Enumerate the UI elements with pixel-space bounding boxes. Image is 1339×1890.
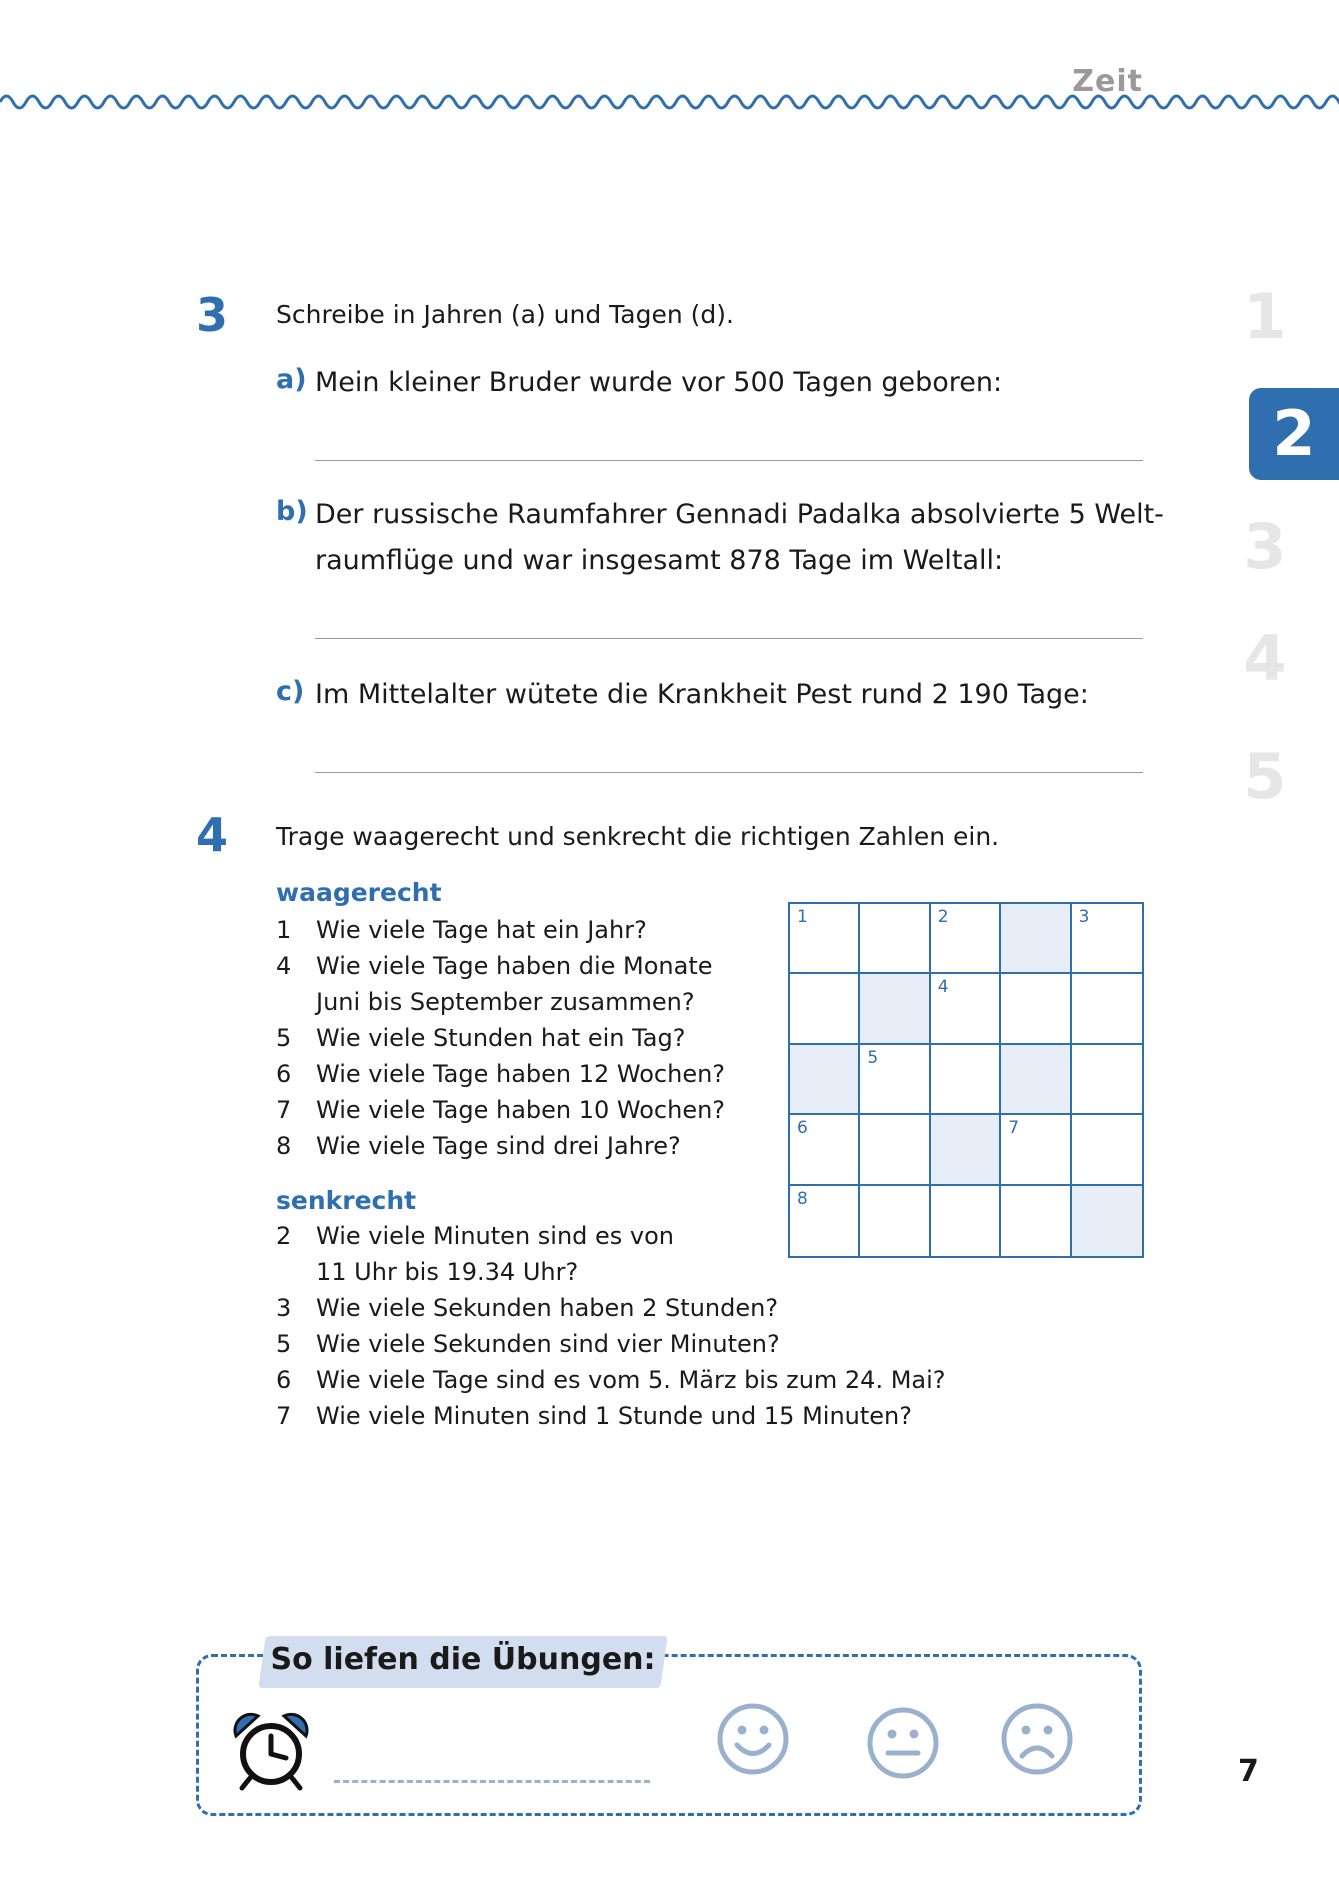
crossword-cell-number: 6 [797,1118,808,1139]
crossword-cell-number: 1 [797,907,808,927]
clue-down-5: 5 Wie viele Sekunden sind vier Minuten? [276,1330,780,1358]
item-text-b-line1: Der russische Raumfahrer Gennadi Padalka absolvierte 5 Welt- [315,499,1164,530]
chapter-title: Zeit [1072,64,1143,99]
item-letter-c: c) [276,676,305,707]
crossword-cell[interactable] [860,1186,930,1256]
crossword-cell[interactable] [1072,904,1142,974]
crossword-blocked-cell [790,1045,860,1115]
crossword-blocked-cell [931,1115,1001,1185]
crossword-cell[interactable] [1072,1115,1142,1185]
crossword-cell-number: 8 [797,1188,808,1209]
exercise-number: 4 [196,808,229,862]
crossword-cell[interactable] [1001,1186,1071,1256]
item-text-b-line2: raumflüge und war insgesamt 878 Tage im Weltall: [315,545,1004,576]
crossword-blocked-cell [1072,1186,1142,1256]
crossword-blocked-cell [1001,1045,1071,1115]
clue-across-5: 5 Wie viele Stunden hat ein Tag? [276,1024,686,1052]
page-number: 7 [1238,1754,1259,1789]
answer-line-b[interactable] [315,638,1143,639]
item-text-c: Im Mittelalter wütete die Krankheit Pest rund 2 190 Tage: [315,679,1089,710]
crossword-cell[interactable] [790,904,860,974]
crossword-cell[interactable] [860,1115,930,1185]
clue-across-8: 8 Wie viele Tage sind drei Jahre? [276,1132,681,1160]
clue-down-3: 3 Wie viele Sekunden haben 2 Stunden? [276,1294,779,1322]
exercise-number: 3 [196,288,229,342]
crossword-blocked-cell [1001,904,1071,974]
clue-down-2-continued: 11 Uhr bis 19.34 Uhr? [316,1258,579,1286]
crossword-cell[interactable] [931,1186,1001,1256]
crossword-cell[interactable] [1072,1045,1142,1115]
crossword-cell[interactable] [1001,974,1071,1044]
answer-line-c[interactable] [315,772,1143,773]
down-heading: senkrecht [276,1186,417,1215]
crossword-cell-number: 3 [1078,907,1090,927]
chapter-tab-3[interactable]: 3 [1243,510,1287,583]
crossword-cell-number: 4 [937,977,949,998]
crossword-cell[interactable] [790,1186,860,1256]
crossword-cell-number: 7 [1008,1118,1020,1139]
crossword-cell[interactable] [931,904,1001,974]
crossword-cell[interactable] [790,974,860,1044]
happy-face-icon[interactable] [716,1702,790,1776]
across-heading: waagerecht [276,878,442,907]
crossword-cell[interactable] [1072,974,1142,1044]
chapter-tab-4[interactable]: 4 [1243,622,1287,695]
answer-line-a[interactable] [315,460,1143,461]
crossword-cell-number: 2 [937,907,949,927]
clue-down-2: 2 Wie viele Minuten sind es von [276,1222,675,1250]
chapter-tab-2-active[interactable]: 2 [1249,388,1339,480]
time-entry-line[interactable] [334,1780,650,1783]
crossword-cell[interactable] [931,1045,1001,1115]
alarm-clock-icon [230,1708,312,1792]
sad-face-icon[interactable] [1000,1702,1074,1776]
crossword-cell[interactable] [931,974,1001,1044]
item-letter-b: b) [276,496,308,527]
crossword-cell-number: 5 [867,1047,879,1068]
crossword-blocked-cell [860,974,930,1044]
clue-across-7: 7 Wie viele Tage haben 10 Wochen? [276,1096,726,1124]
chapter-tab-5[interactable]: 5 [1243,740,1287,813]
clue-across-1: 1 Wie viele Tage hat ein Jahr? [276,916,647,944]
clue-down-7: 7 Wie viele Minuten sind 1 Stunde und 15 Minuten? [276,1402,912,1430]
crossword-cell[interactable] [860,904,930,974]
clue-across-6: 6 Wie viele Tage haben 12 Wochen? [276,1060,726,1088]
crossword-cell[interactable] [790,1115,860,1185]
item-text-a: Mein kleiner Bruder wurde vor 500 Tagen geboren: [315,367,1003,398]
neutral-face-icon[interactable] [866,1706,940,1780]
item-letter-a: a) [276,364,307,395]
crossword-cell[interactable] [1001,1115,1071,1185]
clue-across-4-continued: Juni bis September zusammen? [316,988,695,1016]
crossword-cell[interactable] [860,1045,930,1115]
chapter-tab-1[interactable]: 1 [1243,280,1287,353]
exercise-instruction: Schreibe in Jahren (a) und Tagen (d). [276,300,734,329]
clue-across-4: 4 Wie viele Tage haben die Monate [276,952,713,980]
exercise-instruction: Trage waagerecht und senkrecht die richtigen Zahlen ein. [276,822,1000,851]
clue-down-6: 6 Wie viele Tage sind es vom 5. März bis zum 24. Mai? [276,1366,946,1394]
crossword-grid [788,902,1144,1258]
feedback-title: So liefen die Übungen: [270,1642,656,1677]
